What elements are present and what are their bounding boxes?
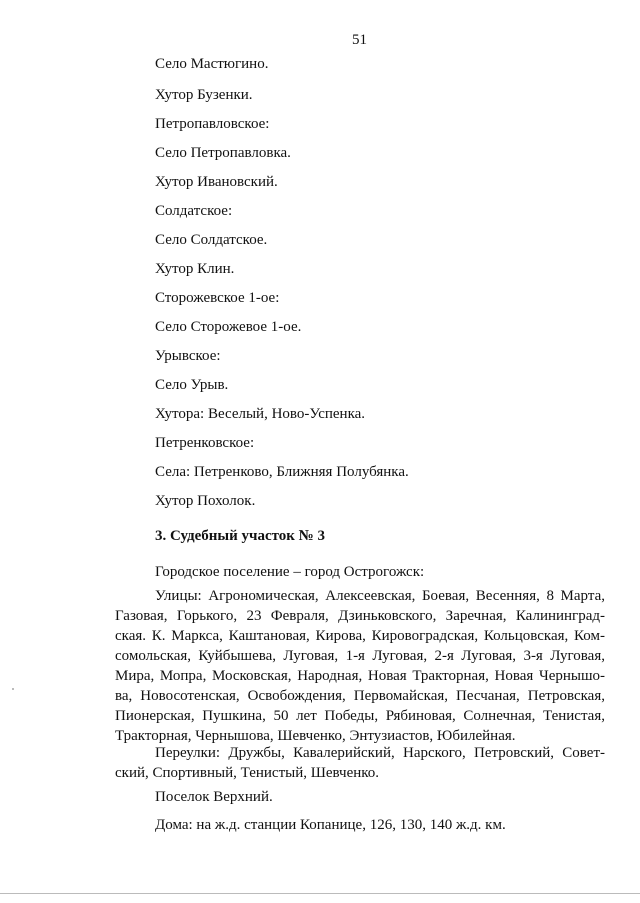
settlement-line: Хутор Похолок. xyxy=(155,493,256,509)
settlement-line: Село Петропавловка. xyxy=(155,145,291,161)
settlement-line: Село Мастюгино. xyxy=(155,56,269,72)
settlement-line: Сторожевское 1-ое: xyxy=(155,290,280,306)
settlement-line: Петренковское: xyxy=(155,435,255,451)
streets-line: ва, Новосотенская, Освобождения, Первомайская, Песчаная, Петровская, xyxy=(115,688,605,704)
settlement-line: Хутор Бузенки. xyxy=(155,87,253,103)
streets-line: Улицы: Агрономическая, Алексеевская, Боевая, Весенняя, 8 Марта, xyxy=(155,588,605,604)
village-line: Поселок Верхний. xyxy=(155,789,273,805)
settlement-line: Село Урыв. xyxy=(155,377,229,393)
lanes-line: Переулки: Дружбы, Кавалерийский, Нарского, Петровский, Совет- xyxy=(155,745,605,761)
settlement-line: Хутор Клин. xyxy=(155,261,235,277)
urban-settlement: Городское поселение – город Острогожск: xyxy=(155,564,425,580)
settlement-line: Село Сторожевое 1-ое. xyxy=(155,319,302,335)
settlement-line: Село Солдатское. xyxy=(155,232,268,248)
houses-line: Дома: на ж.д. станции Копанице, 126, 130, 140 ж.д. км. xyxy=(155,817,506,833)
settlement-line: Хутора: Веселый, Ново-Успенка. xyxy=(155,406,366,422)
settlement-line: Урывское: xyxy=(155,348,221,364)
streets-line: Пионерская, Пушкина, 50 лет Победы, Рябиновая, Солнечная, Тенистая, xyxy=(115,708,605,724)
scan-mark xyxy=(12,688,14,690)
streets-line: Газовая, Горького, 23 Февраля, Дзиньковского, Заречная, Калининград- xyxy=(115,608,605,624)
settlement-line: Петропавловское: xyxy=(155,116,270,132)
bottom-rule xyxy=(0,893,640,894)
lanes-line: ский, Спортивный, Тенистый, Шевченко. xyxy=(115,765,380,781)
streets-line: Мира, Мопра, Московская, Народная, Новая Тракторная, Новая Чернышо- xyxy=(115,668,605,684)
settlement-line: Солдатское: xyxy=(155,203,233,219)
settlement-line: Хутор Ивановский. xyxy=(155,174,278,190)
streets-line: сомольская, Куйбышева, Луговая, 1-я Луговая, 2-я Луговая, 3-я Луговая, xyxy=(115,648,605,664)
section-heading: 3. Судебный участок № 3 xyxy=(155,528,326,544)
settlement-line: Села: Петренково, Ближняя Полубянка. xyxy=(155,464,409,480)
page-number: 51 xyxy=(352,32,367,48)
streets-line: ская. К. Маркса, Каштановая, Кирова, Кировоградская, Кольцовская, Ком- xyxy=(115,628,605,644)
streets-line: Тракторная, Чернышова, Шевченко, Энтузиастов, Юбилейная. xyxy=(115,728,516,744)
